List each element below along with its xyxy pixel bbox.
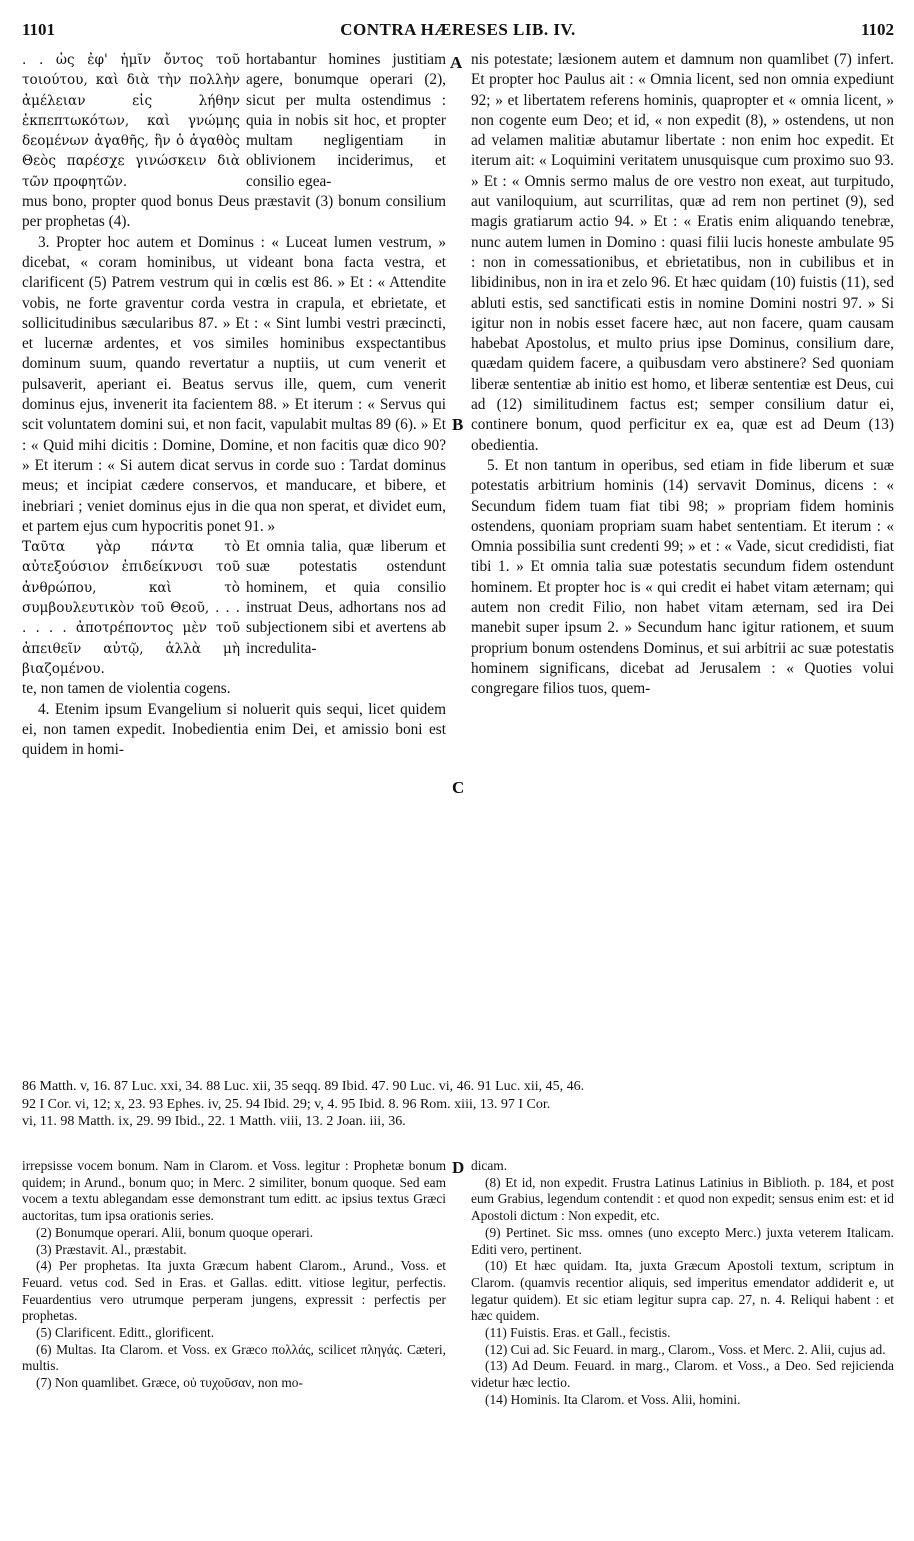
reference-line: 92 I Cor. vi, 12; x, 23. 93 Ephes. iv, 25. 94 Ibid. 29; v, 4. 95 Ibid. 8. 96 Rom. xiii, 13. 97 I Cor.: [22, 1096, 551, 1112]
footnote: (14) Hominis. Ita Clarom. et Voss. Alii, homini.: [485, 1391, 741, 1407]
right-column: [471, 50, 894, 700]
margin-letter-b: B: [452, 415, 464, 434]
footnote: (13) Ad Deum. Feuard. in marg., Clarom. et Voss., a Deo. Sed rejicienda videtur hæc lectio.: [471, 1358, 894, 1391]
footnotes-left: [22, 1158, 446, 1392]
footnote: (6) Multas. Ita Clarom. et Voss. ex Græco πολλάς, scilicet πληγάς. Cæteri, multis.: [22, 1341, 446, 1374]
footnotes-right: [471, 1158, 894, 1409]
bilingual-block-1: [22, 50, 446, 192]
footnote: (3) Præstavit. Al., præstabit.: [36, 1241, 187, 1257]
footnote: (10) Et hæc quidam. Ita, juxta Græcum Apostoli textum, scriptum in Clarom. (quamvis recentior aliquis, sed imperitus emendator addiderit e, ut legatur quidem). Et sic etiam legitur supra cap. 27, n. 4. Reliqui habent : et hæc quidem.: [471, 1258, 894, 1324]
footnote: dicam.: [471, 1158, 508, 1173]
reference-line: 86 Matth. v, 16. 87 Luc. xxi, 34. 88 Luc. xii, 35 seqq. 89 Ibid. 47. 90 Luc. vi, 46. 91 Luc. xii, 45, 46.: [22, 1079, 585, 1094]
paragraph: te, non tamen de violentia cogens.: [22, 680, 231, 698]
footnote: (2) Bonumque operari. Alii, bonum quoque operari.: [36, 1224, 314, 1240]
scripture-references: [22, 1078, 894, 1131]
footnote: (11) Fuistis. Eras. et Gall., fecistis.: [485, 1325, 671, 1341]
margin-letter-a: A: [450, 53, 463, 72]
running-title: CONTRA HÆRESES LIB. IV.: [340, 20, 576, 39]
paragraph: mus bono, propter quod bonus Deus præstavit (3) bonum consilium per prophetas (4).: [22, 193, 446, 231]
footnote: (8) Et id, non expedit. Frustra Latinus Latinius in Biblioth. p. 184, et post eum Grabius, legendum contendit : et quod non expedit; sensus enim est: et id Apostoli dictum : Non expedit, etc.: [471, 1174, 894, 1224]
page-number-left: 1101: [22, 20, 56, 39]
footnote: (7) Non quamlibet. Græce, οὐ τυχοῦσαν, non mo-: [36, 1375, 303, 1391]
greek-text: . . ὡς ἐφ' ἡμῖν ὄντος τοῦ τοιούτου, καὶ διὰ τὴν πολλὴν ἀμέλειαν εἰς λήθην ἐκπεπτωκότων, καὶ γνώμης δεομένων ἀγαθῆς, ἣν ὁ ἀγαθὸς Θεὸς παρέσχε γινώσκειν διὰ τῶν προφητῶν.: [22, 52, 240, 190]
running-header: [22, 20, 894, 50]
greek-text: Ταῦτα γὰρ πάντα τὸ αὐτεξούσιον ἐπιδείκνυσι τοῦ ἀνθρώπου, καὶ τὸ συμβουλευτικὸν τοῦ Θεοῦ, . . . . . . . ἀποτρέποντος μὲν τοῦ ἀπειθεῖν αὐτῷ, ἀλλὰ μὴ βιαζομένου.: [22, 539, 240, 677]
footnote: (9) Pertinet. Sic mss. omnes (uno excepto Merc.) juxta veterem Italicam. Editi vero, pertinent.: [471, 1224, 894, 1257]
left-column: [22, 50, 446, 760]
margin-letter-c: C: [452, 778, 465, 797]
latin-text: hortabantur homines justitiam agere, bonumque operari (2), sicut per multa ostendimus : quia in nobis sit hoc, et propter multam negligentiam in oblivionem inciderimus, et consilio egea-: [246, 51, 446, 190]
page-number-right: 1102: [860, 20, 894, 39]
bilingual-block-2: [22, 537, 446, 679]
footnote: irrepsisse vocem bonum. Nam in Clarom. et Voss. legitur : Prophetæ bonum quidem; in Arund., bonum quo; in Merc. 2 similiter, bonum quoque. Sed eam vocem a textu ablegandam esse demonstrant tum editt. ac ipsius textus Græci auctoritas, tum ipsa orationis series.: [22, 1158, 446, 1224]
footnote: (5) Clarificent. Editt., glorificent.: [36, 1325, 215, 1341]
latin-text: Et omnia talia, quæ liberum et suæ potestatis ostendunt hominem, et quia consilio instruat Deus, adhortans nos ad subjectionem sibi et avertens ab incredulita-: [246, 538, 446, 657]
margin-letter-d: D: [452, 1158, 465, 1177]
footnote: (12) Cui ad. Sic Feuard. in marg., Clarom., Voss. et Merc. 2. Alii, cujus ad.: [485, 1341, 886, 1357]
footnote: (4) Per prophetas. Ita juxta Græcum habent Clarom., Arund., Voss. et Feuard. vetus cod. Sed in Eras. et Gallas. editt. vitiose legitur, perfectis. Feuardentius vero utrumque perperam jungens, expressit : perfectis per prophetas.: [22, 1258, 446, 1324]
paragraph-5: 5. Et non tantum in operibus, sed etiam in fide liberum et suæ potestatis arbitrium hominis (14) servavit Dominus, dicens : « Secundum fidem tuam fiat tibi 98; » propriam fidem hominis ostendens, quoniam propriam suam habet sententiam. Et iterum : « Omnia possibilia sunt credenti 99; » et : « Vade, sicut credidisti, fiat tibi 1. » Et omnia talia suæ potestatis secundum fidem ostendunt hominem. Et propter hoc is « qui credit ei habet vitam æternam; qui autem non credit Filio, non habet vitam æternam, sed ira Dei manebit super ipsum 2. » Secundum hanc igitur rationem, et suum proprium bonum ostendens Dominus, et sui arbitrii ac suæ potestatis hominem significans, dicebat ad Jerusalem : « Quoties volui congregare filios tuos, quem-: [471, 456, 894, 698]
paragraph-3: 3. Propter hoc autem et Dominus : « Luceat lumen vestrum, » dicebat, « coram hominibus, ut videant bona facta vestra, et clarificent (5) Patrem vestrum qui in cœlis est 86. » Et : « Attendite vobis, ne forte graventur corda vestra in crapula, et ebrietate, et sollicitudinibus sæcularibus 87. » Et : « Sint lumbi vestri præcincti, et lucernæ ardentes, et vos similes hominibus exspectantibus dominum suum, quando revertatur a nuptiis, ut cum venerit et pulsaverit, aperiant ei. Beatus servus ille, quem, cum venerit dominus ejus, invenerit ita facientem 88. » Et iterum : « Servus qui scit voluntatem domini sui, et non facit, vapulabit multas 89 (6). » Et : « Quid mihi dicitis : Domine, Domine, et non facitis quæ dico 90? » Et iterum : « Si autem dicat servus in corde suo : Tardat dominus meus; et incipiat cædere conservos, et manducare, et bibere, et inebriari ; veniet dominus ejus in die qua non sperat, et dividet eum, et partem ejus cum hypocritis ponet 91. »: [22, 233, 446, 535]
paragraph: nis potestate; læsionem autem et damnum non quamlibet (7) infert. Et propter hoc Paulus ait : « Omnia licent, sed non omnia expediunt 92; » et libertatem referens hominis, quapropter et « omnia licent, » non cogente eum Deo; et id, « non expedit (8), » ostendens, ut non ad velamen malitiæ abutamur libertate : non enim hoc expedit. Et iterum ait: « Loquimini veritatem unusquisque cum proximo suo 93. » Et : « Omnis sermo malus de ore vestro non exeat, aut turpitudo, aut vaniloquium, aut scurrilitas, quæ ad rem non pertinet (9), sed magis gratiarum actio 94. » Et : « Eratis enim aliquando tenebræ, nunc autem lumen in Domino : quasi filii lucis honeste ambulate 95 : non in comessationibus, et ebrietatibus, non in cubilibus et in libidinibus, non in ira et zelo 96. Et hæc quidam (10) fuistis (11), sed abluti estis, sed sanctificati estis in nomine Domini nostri 97. » Si igitur non in nobis esset facere hæc, aut non facere, quam causam habebat Apostolus, et multo prius ipse Dominus, consilium dare, quædam quidem facere, a quibusdam vero abstinere? Sed quoniam liberæ sententiæ ab initio est homo, et liberæ sententiæ est Deus, cui ad (12) similitudinem factus est; semper consilium datur ei, continere bonum, quod perficitur ex ea, quæ est ad Deum (13) obedientia.: [471, 51, 894, 454]
reference-line: vi, 11. 98 Matth. ix, 29. 99 Ibid., 22. 1 Matth. viii, 13. 2 Joan. iii, 36.: [22, 1114, 406, 1129]
paragraph-4: 4. Etenim ipsum Evangelium si noluerit quis sequi, licet quidem ei, non tamen expedit. Inobedientia enim Dei, et amissio boni est quidem in homi-: [22, 700, 446, 759]
